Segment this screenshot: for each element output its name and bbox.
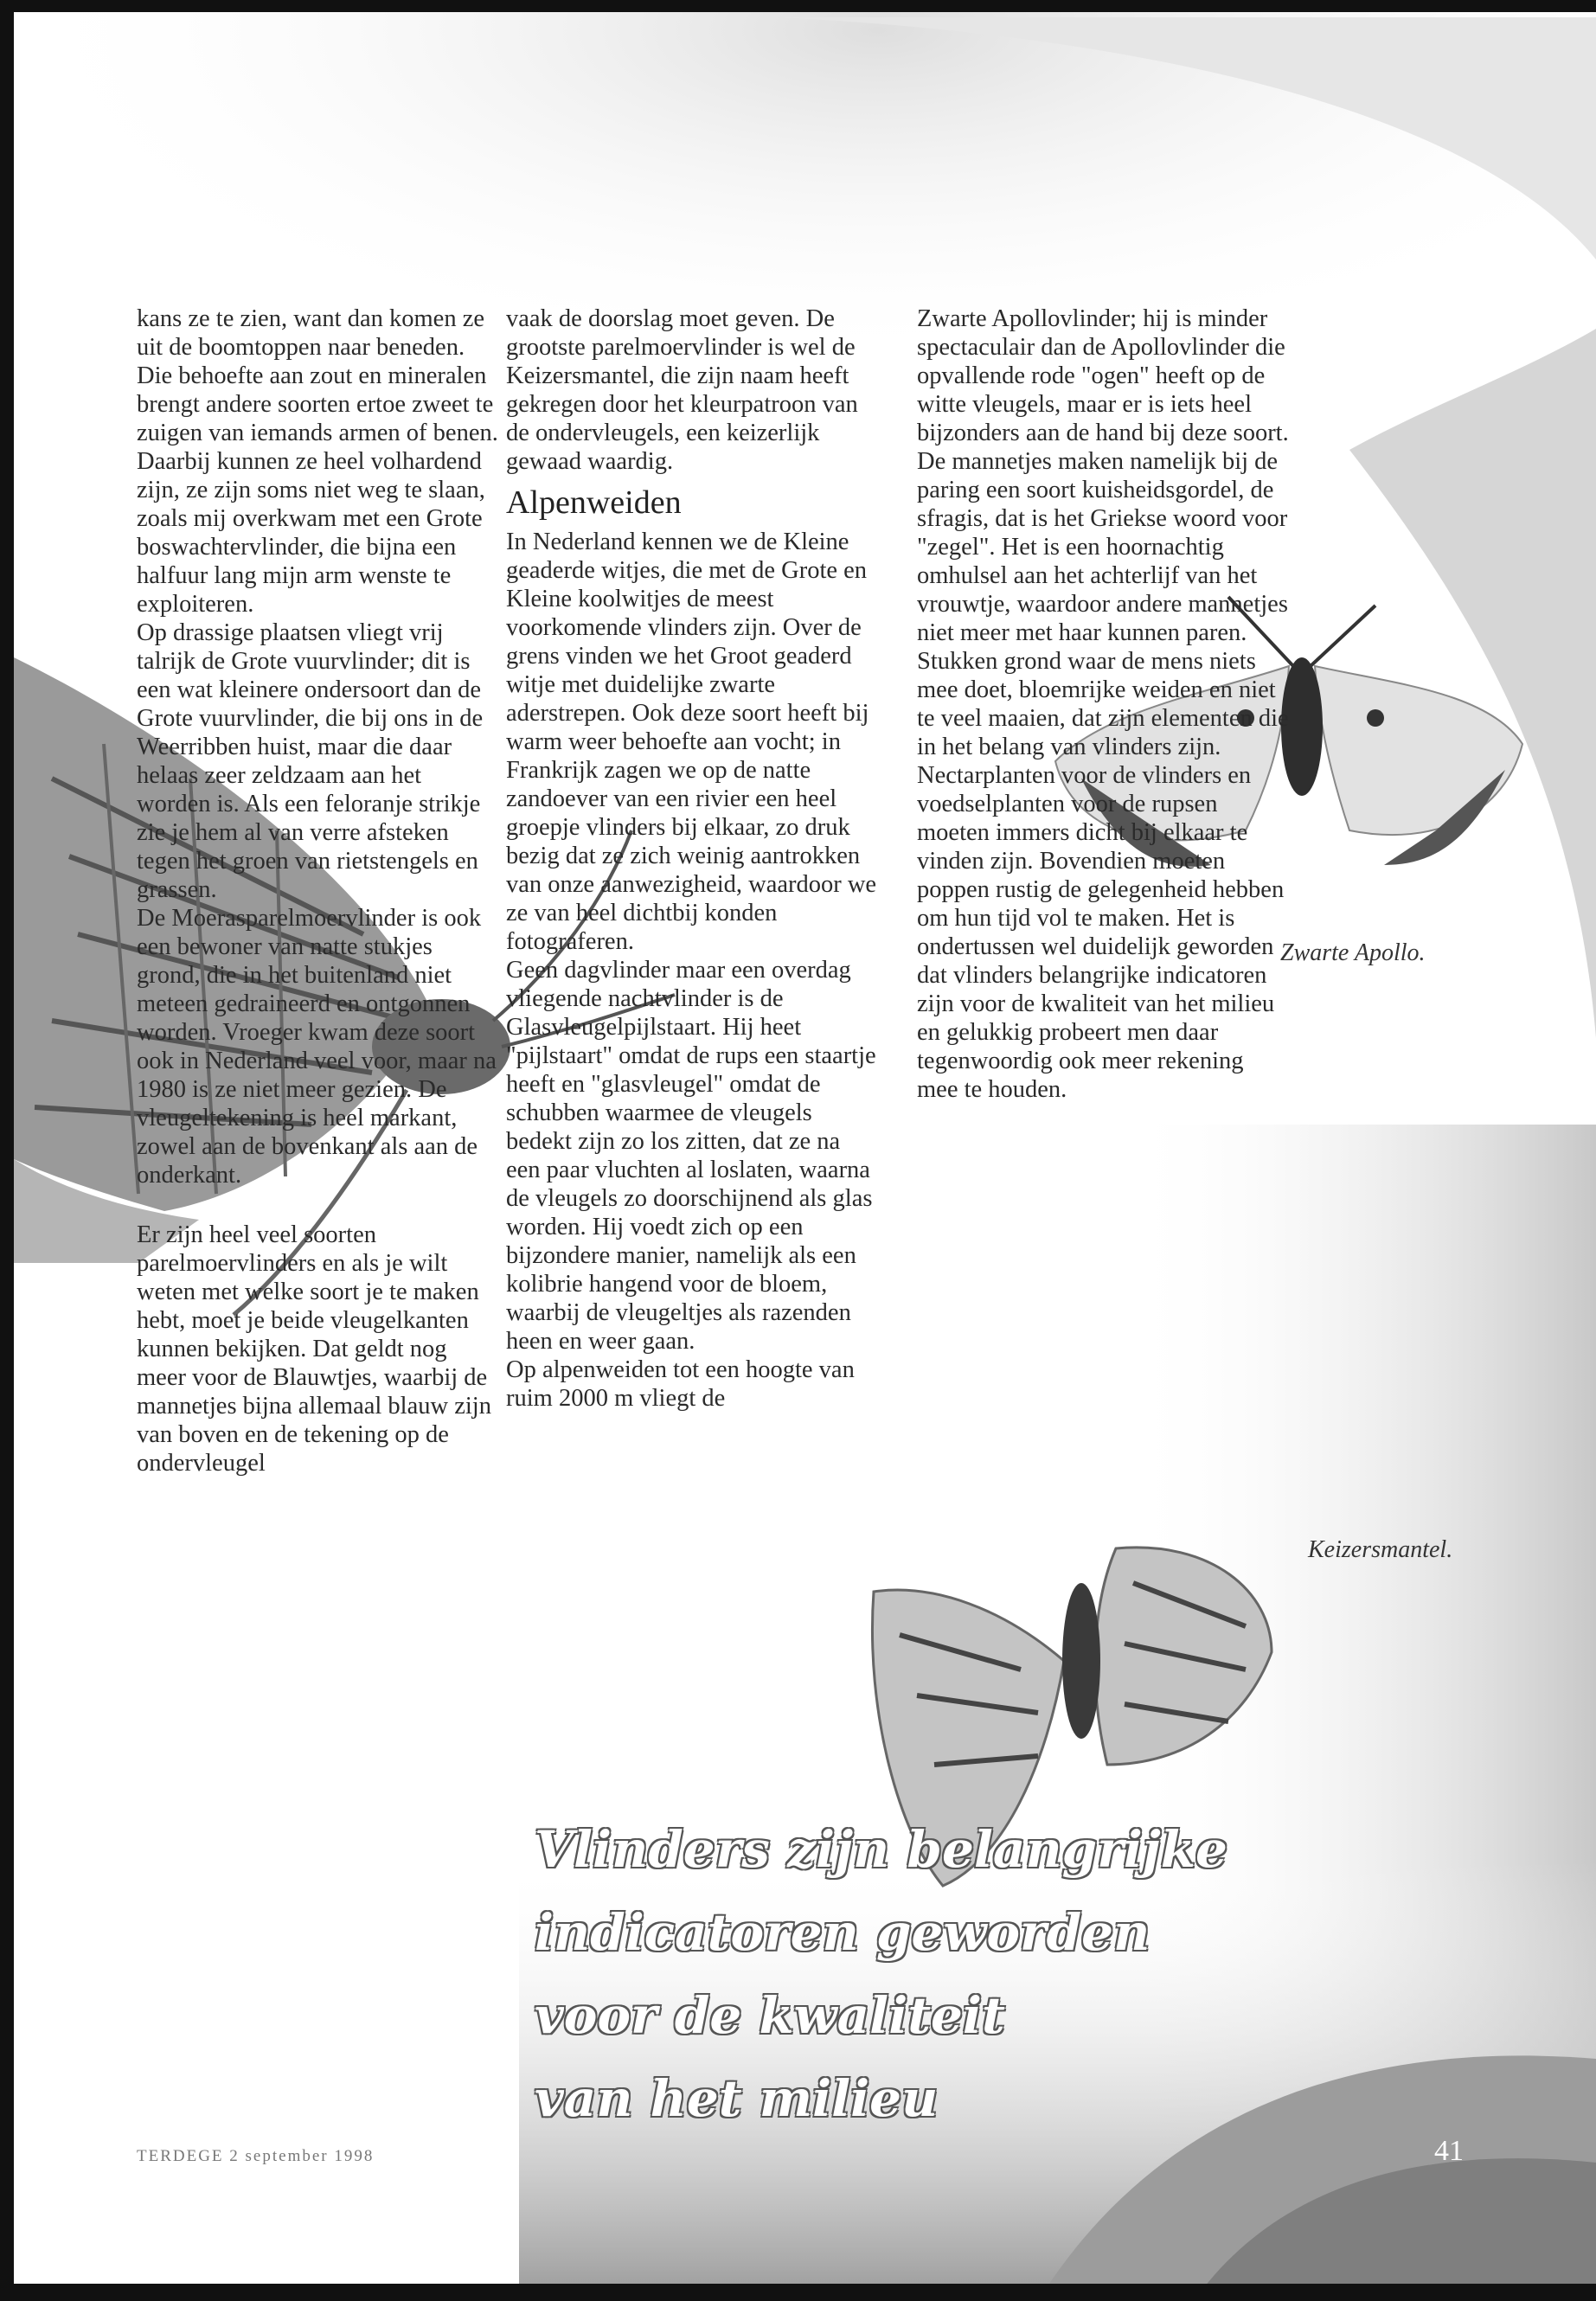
pull-quote-line-4: van het milieu	[535, 2069, 939, 2128]
column3-paragraph2: Stukken grond waar de mens niets mee doet, bloemrijke weiden en niet te veel maaien, dat zijn elementen die in het belang van vlinders zijn. Nectarplanten voor de vlinders en voedselplanten voor de rupsen moeten immers dicht bij elkaar te vinden zijn. Bovendien moeten poppen rustig de gelegenheid hebben om hun tijd vol te maken. Het is ondertussen wel duidelijk geworden dat vlinders belangrijke indicatoren zijn voor de kwaliteit van het milieu en gelukkig probeert men daar tegenwoordig ook meer rekening mee te houden.	[917, 648, 1289, 1103]
article-column-3	[917, 304, 1289, 1104]
publication-footer: TERDEGE 2 september 1998	[137, 2147, 375, 2165]
article-column-1	[137, 304, 500, 1477]
column2-paragraph1: vaak de doorslag moet geven. De grootste parelmoervlinder is wel de Keizersmantel, die zijn naam heeft gekregen door het kleurpatroon van de ondervleugels, een keizerlijk gewaad waardig.	[506, 305, 858, 475]
page-number: 41	[1434, 2135, 1464, 2167]
scan-border-bottom	[0, 2284, 1596, 2301]
column2-paragraph3: Geen dagvlinder maar een overdag vliegende nachtvlinder is de Glasvleugelpijlstaart. Hij heet "pijlstaart" omdat de rups een staartje heeft en "glasvleugel" omdat de schubben waarmee de vleugels bedekt zijn zo los zitten, dat ze na een paar vluchten al loslaten, waarna de vleugels zo doorschijnend als glas worden. Hij voedt zich op een bijzondere manier, namelijk als een kolibrie hangend voor de bloem, waarbij de vleugeltjes als razenden heen en weer gaan.	[506, 957, 876, 1355]
pull-quote	[535, 1808, 1244, 2140]
column1-paragraph1: kans ze te zien, want dan komen ze uit de boomtoppen naar beneden.	[137, 305, 484, 361]
pull-quote-line-1: Vlinders zijn belangrijke	[535, 1820, 1227, 1879]
scan-border-top	[0, 0, 1596, 12]
column2-paragraph2: In Nederland kennen we de Kleine geaderde witjes, die met de Grote en Kleine koolwitjes de meest voorkomende vlinders zijn. Over de grens vinden we het Groot geaderd witje met duidelijke zwarte aderstrepen. Ook deze soort heeft bij warm weer behoefte aan vocht; in Frankrijk zagen we op de natte zandoever van een rivier een heel groepje vlinders bij elkaar, zo druk bezig dat ze zich weinig aantrokken van onze aanwezigheid, waardoor we ze van heel dichtbij konden fotograferen.	[506, 529, 877, 955]
column1-paragraph3: Op drassige plaatsen vliegt vrij talrijk de Grote vuurvlinder; dit is een wat kleinere ondersoort dan de Grote vuurvlinder, die bij ons in de Weerribben huist, maar die daar helaas zeer zeldzaam aan het worden is. Als een feloranje strikje zie je hem al van verre afsteken tegen het groen van rietstengels en grassen.	[137, 619, 484, 903]
column3-paragraph1: Zwarte Apollovlinder; hij is minder spectaculair dan de Apollovlinder die opvallende rode "ogen" heeft op de witte vleugels, maar er is iets heel bijzonders aan de hand bij deze soort. De mannetjes maken namelijk bij de paring een soort kuisheidsgordel, de sfragis, dat is het Griekse woord voor "zegel". Het is een hoornachtig omhulsel aan het achterlijf van het vrouwtje, waardoor andere mannetjes niet meer met haar kunnen paren.	[917, 305, 1289, 646]
column1-paragraph2: Die behoefte aan zout en mineralen brengt andere soorten ertoe zweet te zuigen van iemands armen of benen. Daarbij kunnen ze heel volhardend zijn, ze zijn soms niet weg te slaan, zoals mij overkwam met een Grote boswachtervlinder, die bijna een halfuur lang mijn arm wenste te exploiteren.	[137, 362, 498, 618]
article-column-2	[506, 304, 878, 1413]
caption-zwarte-apollo: Zwarte Apollo.	[1280, 939, 1426, 966]
column1-paragraph5: Er zijn heel veel soorten parelmoervlinders en als je wilt weten met welke soort je te maken hebt, moet je beide vleugelkanten kunnen bekijken. Dat geldt nog meer voor de Blauwtjes, waarbij de mannetjes bijna allemaal blauw zijn van boven en de tekening op de ondervleugel	[137, 1221, 491, 1477]
section-heading-alpenweiden: Alpenweiden	[506, 484, 682, 521]
caption-keizersmantel: Keizersmantel.	[1308, 1536, 1453, 1563]
pull-quote-line-2: indicatoren geworden	[535, 1903, 1151, 1962]
scan-border-left	[0, 0, 14, 2301]
column1-paragraph4: De Moerasparelmoervlinder is ook een bewoner van natte stukjes grond, die in het buitenland niet meteen gedraineerd en ontgonnen worden. Vroeger kwam deze soort ook in Nederland veel voor, maar na 1980 is ze niet meer gezien. De vleugeltekening is heel markant, zowel aan de bovenkant als aan de onderkant.	[137, 905, 497, 1189]
pull-quote-line-3: voor de kwaliteit	[535, 1986, 1005, 2045]
column2-paragraph4: Op alpenweiden tot een hoogte van ruim 2000 m vliegt de	[506, 1356, 855, 1412]
